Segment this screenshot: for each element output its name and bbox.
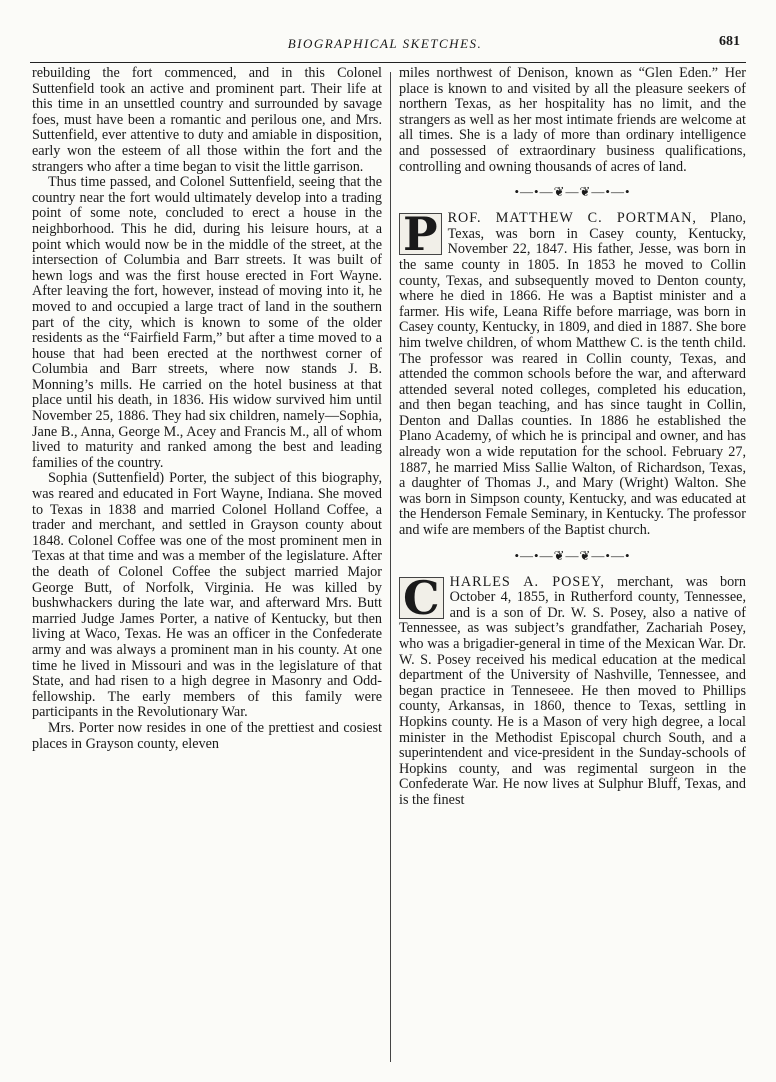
paragraph: Mrs. Porter now resides in one of the prettiest and cosiest places in Grayson county, eleven	[32, 719, 382, 752]
left-column	[32, 66, 382, 752]
column-divider	[390, 72, 391, 1062]
bio-body: merchant, was born October 4, 1855, in Rutherford county, Tennessee, and is a son of Dr. W. S. Posey, also a native of Tennessee, as was subject’s grandfather, Zachariah Posey, who was a brigadier-general in time of the Mexican War. Dr. W. S. Posey received his medical education at the medical department of the University of Nashville, Tennessee, and began practice in Tenneseee. He then moved to Phillips county, Arkansas, in 1860, thence to Texas, settling in Hopkins county. He is a Mason of very high degree, a local minister in the Methodist Episcopal church South, and a superintendent and vice-president in the Sunday-schools of Hopkins county, and was regimental surgeon in the Confederate War. He now lives at Sulphur Bluff, Texas, and is the finest	[399, 573, 747, 808]
drop-cap: P	[399, 213, 442, 255]
paragraph: Sophia (Suttenfield) Porter, the subject of this biography, was reared and educated in Fort Wayne, Indiana. She moved to Texas in 1838 and married Colonel Holland Coffee, a trader and merchant, and settled in Grayson county about 1848. Colonel Coffee was one of the most prominent men in Texas at that time and was a member of the legislature. After the death of Colonel Coffee the subject married Major George Butt, of Norfolk, Virginia. He was killed by bushwhackers during the late war, and afterward Mrs. Butt married Judge James Porter, a native of Kentucky, but then living at Waco, Texas. He was an officer in the Confederate army and was always a prominent man in his county. At one time he lived in Missouri and was in the legislature of that State, and had risen to a high degree in Masonry and Odd-fellowship. The early members of this family were participants in the Revolutionary War.	[32, 470, 382, 721]
header-rule	[30, 62, 746, 63]
bio-portman	[399, 207, 746, 539]
page-number: 681	[719, 34, 740, 49]
section-ornament: •—•—❦—❦—•—•	[514, 184, 631, 200]
paragraph: Thus time passed, and Colonel Suttenfield, seeing that the country near the fort would ultimately develop into a trading point of some note, concluded to erect a house in the neighborhood. This he did, during his leisure hours, at a point which would now be in the middle of the street, at the intersection of Columbia and Barr streets. It was built of hewn logs and was the first house erected in Fort Wayne. After leaving the fort, however, instead of moving into it, he moved to and occupied a large tract of land in the southern part of the city, which is known to some of the older residents as the “Fairfield Farm,” but after a time moved to a house that had been erected at the northwest corner of Columbia and Barr streets, where now stands J. B. Monning’s mills. He carried on the hotel business at that place until his death, in 1836. His widow survived him until November 25, 1886. They had six children, namely—Sophia, Jane B., Anna, George M., Acey and Francis M., all of whom lived to maturity and ranked among the best and leading families of the country.	[32, 174, 382, 471]
section-ornament: •—•—❦—❦—•—•	[514, 547, 631, 563]
right-column	[399, 66, 746, 809]
bio-posey	[399, 570, 747, 809]
running-title: BIOGRAPHICAL SKETCHES.	[287, 36, 483, 51]
running-head	[30, 36, 740, 56]
drop-cap: C	[399, 577, 444, 619]
bio-body: Plano, Texas, was born in Casey county, Kentucky, November 22, 1847. His father, Jesse, was born in the same county in 1805. In 1853 he moved to Collin county, Texas, and subsequently moved to Denton county, where he died in 1866. He was a Baptist minister and a farmer. His wife, Leana Riffe before marriage, was born in Casey county, Kentucky, in 1809, and died in 1887. She bore him twelve children, of whom Matthew C. is the tenth child. The professor was reared in Collin county, Texas, and attended the common schools before the war, and afterward attended several noted colleges, completed his education, and then began teaching, and has since taught in Collin, Denton and Dallas counties. In 1886 he established the Plano Academy, of which he is principal and owner, and has already won a wide reputation for the school. February 27, 1887, he married Miss Sallie Walton, of Richardson, Texas, a daughter of Thomas J., and Mary (Wright) Walton. She was born in Simpson county, Kentucky, and was educated at the Henderson Female Seminary, in Kentucky. The professor and wife are members of the Baptist church.	[399, 210, 746, 539]
paragraph: miles northwest of Denison, known as “Glen Eden.” Her place is known to and visited by all the pleasure seekers of northern Texas, as her hospitality has no limit, and the strangers as well as her most intimate friends are welcome at all times. She is a lady of more than ordinary intelligence and possessed of extraordinary business qualifications, controlling and owning thousands of acres of land.	[399, 65, 746, 175]
bio-heading: ROF. MATTHEW C. PORTMAN,	[447, 210, 697, 227]
paragraph: rebuilding the fort commenced, and in this Colonel Suttenfield took an active and prominent part. Their life at this time in an unsettled country and surrounded by savage foes, must have been a romantic and perilous one, and Mrs. Suttenfield, ever attentive to duty and amiable in disposition, early won the esteem of all those within the fort and the strangers who after a time began to visit the little garrison.	[32, 65, 382, 175]
bio-heading: HARLES A. POSEY,	[449, 573, 605, 590]
